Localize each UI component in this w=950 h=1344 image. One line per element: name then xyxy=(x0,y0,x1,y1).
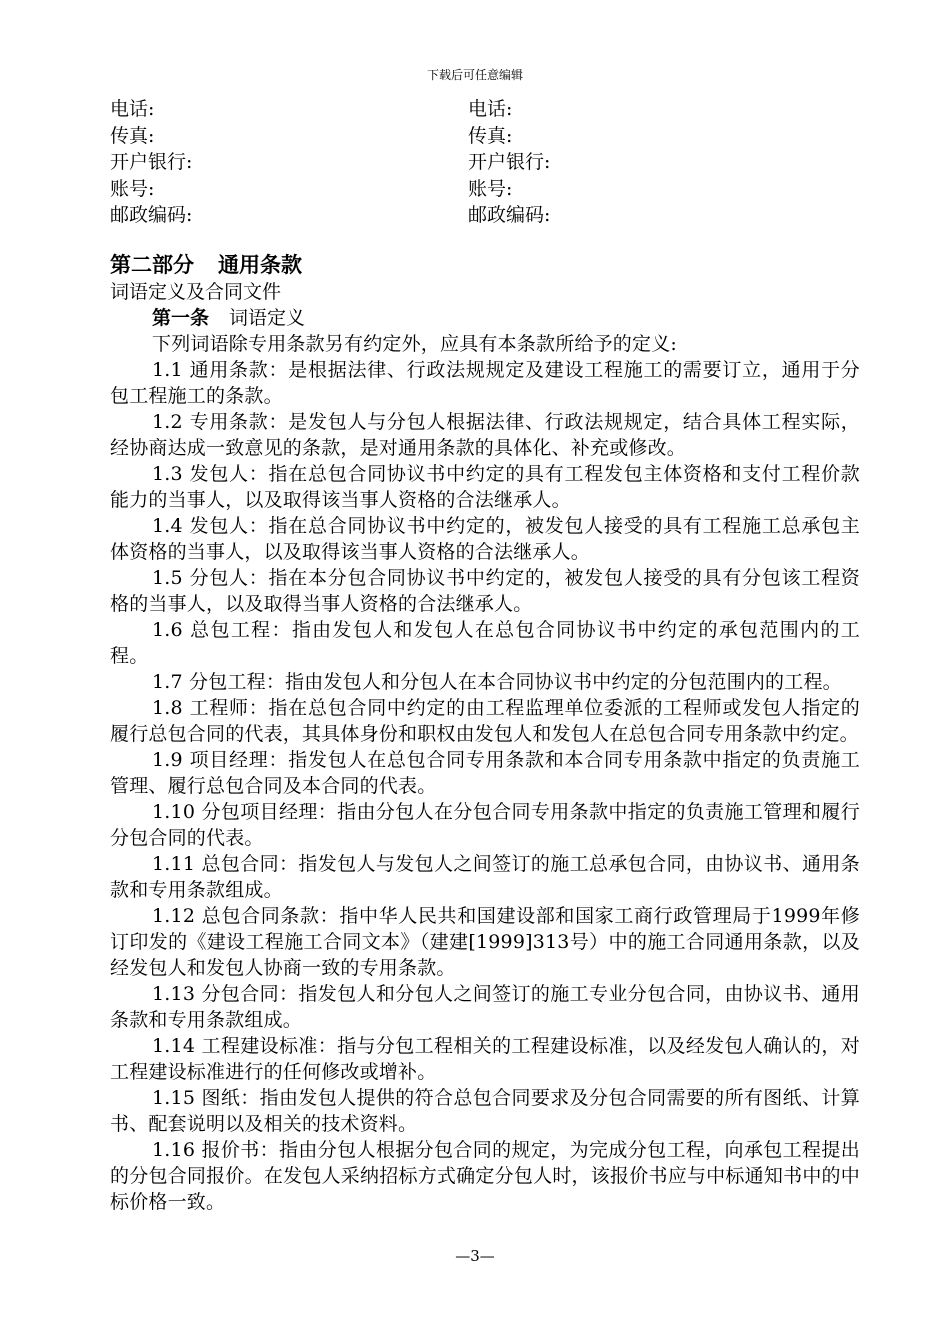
section-title xyxy=(110,251,860,279)
definition-1-14: 1.14 工程建设标准：指与分包工程相关的工程建设标准，以及经发包人确认的，对工程建设标准进行的任何修改或增补。 xyxy=(110,1034,860,1083)
definition-1-1: 1.1 通用条款：是根据法律、行政法规规定及建设工程施工的需要订立，通用于分包工程施工的条款。 xyxy=(110,358,860,407)
contact-right-bank: 开户银行: xyxy=(468,151,551,173)
definition-1-8: 1.8 工程师：指在总包合同中约定的由工程监理单位委派的工程师或发包人指定的履行总包合同的代表，其具体身份和职权由发包人和发包人在总包合同专用条款中约定。 xyxy=(110,696,860,745)
contact-right-account: 账号: xyxy=(468,177,513,200)
contact-left-postcode: 邮政编码: xyxy=(110,204,193,226)
definition-1-13: 1.13 分包合同：指发包人和分包人之间签订的施工专业分包合同，由协议书、通用条款和专用条款组成。 xyxy=(110,982,860,1031)
section-part: 第二部分 xyxy=(110,252,194,277)
article-heading xyxy=(110,305,860,331)
contact-left-account: 账号: xyxy=(110,177,155,200)
header-note: 下载后可任意编辑 xyxy=(426,68,523,82)
contact-block xyxy=(110,96,860,229)
definition-1-9: 1.9 项目经理：指发包人在总包合同专用条款和本合同专用条款中指定的负责施工管理、履行总包合同及本合同的代表。 xyxy=(110,748,860,797)
definition-1-5: 1.5 分包人：指在本分包合同协议书中约定的，被发包人接受的具有分包该工程资格的当事人，以及取得当事人资格的合法继承人。 xyxy=(110,566,860,615)
definition-1-12: 1.12 总包合同条款：指中华人民共和国建设部和国家工商行政管理局于1999年修订印发的《建设工程施工合同文本》（建建[1999]313号）中的施工合同通用条款，以及经发包人和发包人协商一致的专用条款。 xyxy=(110,904,860,979)
paragraph-intro: 下列词语除专用条款另有约定外，应具有本条款所给予的定义: xyxy=(152,332,678,355)
section-title-text: 通用条款 xyxy=(218,252,302,277)
definition-1-11: 1.11 总包合同：指发包人与发包人之间签订的施工总承包合同，由协议书、通用条款和专用条款组成。 xyxy=(110,852,860,901)
definition-1-6: 1.6 总包工程：指由发包人和发包人在总包合同协议书中约定的承包范围内的工程。 xyxy=(110,618,860,667)
contact-left-phone: 电话: xyxy=(110,98,155,120)
definition-1-7: 1.7 分包工程：指由发包人和分包人在本合同协议书中约定的分包范围内的工程。 xyxy=(152,670,842,693)
page-number: —3— xyxy=(455,1247,495,1265)
definition-1-3: 1.3 发包人：指在总包合同协议书中约定的具有工程发包主体资格和支付工程价款能力的当事人，以及取得该当事人资格的合法继承人。 xyxy=(110,462,860,511)
contact-right-phone: 电话: xyxy=(468,98,513,120)
definition-1-16: 1.16 报价书：指由分包人根据分包合同的规定，为完成分包工程，向承包工程提出的分包合同报价。在发包人采纳招标方式确定分包人时，该报价书应与中标通知书中的中标价格一致。 xyxy=(110,1138,860,1213)
definition-1-10: 1.10 分包项目经理：指由分包人在分包合同专用条款中指定的负责施工管理和履行分包合同的代表。 xyxy=(110,800,860,849)
section-subtitle: 词语定义及合同文件 xyxy=(110,280,282,303)
contact-left-bank: 开户银行: xyxy=(110,151,193,173)
definition-1-15: 1.15 图纸：指由发包人提供的符合总包合同要求及分包合同需要的所有图纸、计算书、配套说明以及相关的技术资料。 xyxy=(110,1086,860,1135)
document-body xyxy=(110,96,860,1215)
contact-right-postcode: 邮政编码: xyxy=(468,204,551,226)
definition-1-4: 1.4 发包人：指在总合同协议书中约定的，被发包人接受的具有工程施工总承包主体资格的当事人，以及取得该当事人资格的合法继承人。 xyxy=(110,514,860,563)
definition-1-2: 1.2 专用条款：是发包人与分包人根据法律、行政法规规定，结合具体工程实际，经协商达成一致意见的条款，是对通用条款的具体化、补充或修改。 xyxy=(110,410,860,459)
definitions-list xyxy=(110,331,860,1215)
contact-right-fax: 传真: xyxy=(468,124,513,147)
contact-left-fax: 传真: xyxy=(110,124,155,147)
article-number: 第一条 xyxy=(152,306,210,329)
article-title: 词语定义 xyxy=(229,306,306,329)
